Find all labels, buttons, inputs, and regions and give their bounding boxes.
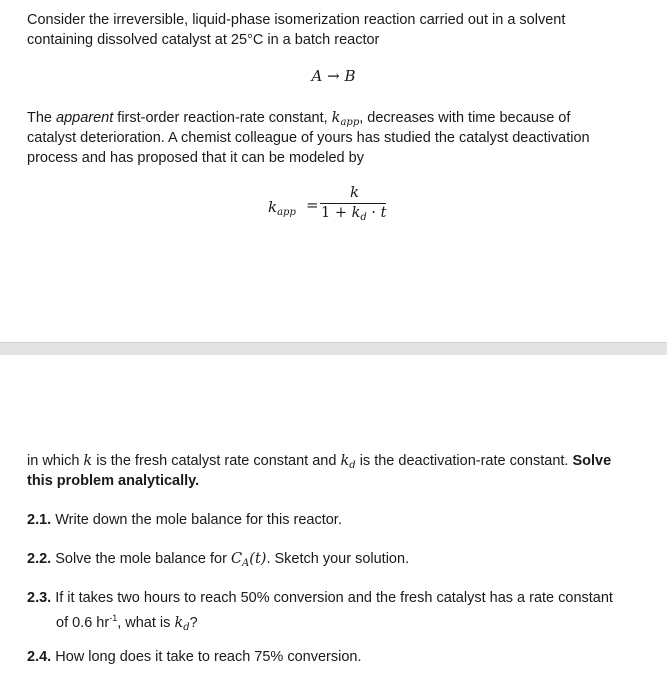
equation-denominator: $1 + k_d \cdot t$ [321, 205, 387, 223]
equation-lhs: $k_{app}$ [268, 198, 296, 218]
after-line-1: in which k is the fresh catalyst rate constant and $k_d$ is the deactivation-rate constant. Solve [27, 453, 612, 471]
question-2-3: 2.3. If it takes two hours to reach 50% conversion and the fresh catalyst has a rate constant [27, 590, 613, 606]
apparent-line-2: catalyst deterioration. A chemist colleague of yours has studied the catalyst deactivation [27, 130, 590, 146]
apparent-line-1: The apparent first-order reaction-rate constant, $k_{app}$, decreases with time because of [27, 110, 571, 128]
question-2-1: 2.1. Write down the mole balance for this reactor. [27, 512, 342, 528]
reactant-a: A [311, 67, 323, 85]
reaction-arrow: → [327, 67, 340, 85]
after-line-2: this problem analytically. [27, 473, 200, 489]
solve-bold: Solve [572, 453, 612, 469]
fraction-bar [320, 203, 386, 204]
intro-line-2: containing dissolved catalyst at 25°C in a batch reactor [27, 32, 380, 48]
question-2-4: 2.4. How long does it take to reach 75% conversion. [27, 649, 362, 665]
equation-numerator: k [350, 183, 360, 201]
apparent-italic: apparent [56, 110, 114, 126]
apparent-line-3: process and has proposed that it can be modeled by [27, 150, 364, 166]
question-2-2: 2.2. Solve the mole balance for $C_A(t)$. Sketch your solution. [27, 551, 410, 569]
equation-equals: = [306, 196, 319, 214]
product-b: B [344, 67, 356, 85]
page-divider [0, 342, 667, 355]
intro-line-1: Consider the irreversible, liquid-phase isomerization reaction carried out in a solvent [27, 12, 566, 28]
question-2-3-line-2: of 0.6 $hr^{-1}$, what is $k_d$? [56, 613, 198, 633]
reaction-equation [0, 67, 667, 85]
